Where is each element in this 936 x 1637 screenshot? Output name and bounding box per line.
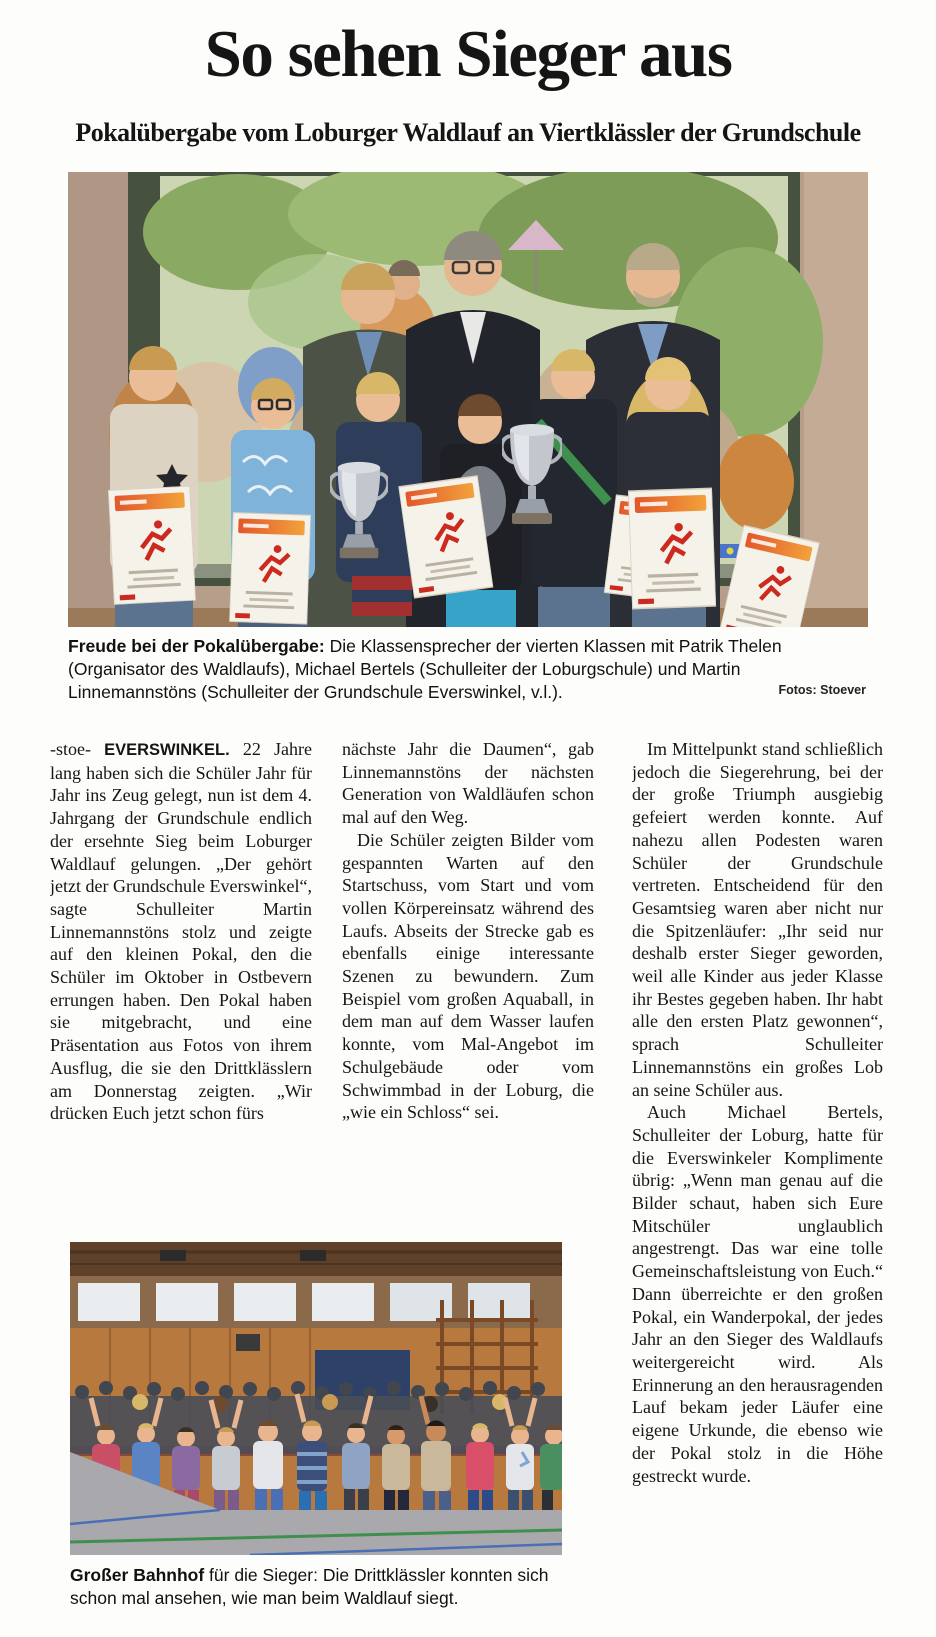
gym-hall-photo bbox=[70, 1242, 562, 1555]
caption-lead: Großer Bahnhof bbox=[70, 1565, 210, 1585]
paragraph-text: 22 Jahre lang haben sich die Schüler Jahr für Jahr ins Zeug gelegt, nun ist dem 4. Jahrgang der Grundschule endlich der ersehnte Sieg beim Loburger Waldlauf gelungen. „Der gehört jetzt der Grundschule Everswinkel“, sagte Schulleiter Martin Linnemannstöns stolz und zeigte auf den kleinen Pokal, den die Schüler im Oktober in Ostbevern errungen haben. Den Pokal haben sie mitgebracht, und eine Präsentation aus Fotos von ihrem Ausflug, die sie den Drittklässlern am Donnerstag zeigten. „Wir drücken Euch jetzt schon fürs bbox=[50, 739, 312, 1124]
caption-text: für die Sieger: Die Drittklässler konnten sich schon mal ansehen, wie man beim Waldlauf siegt. bbox=[70, 1565, 549, 1608]
subheadline: Pokalübergabe vom Loburger Waldlauf an Viertklässler der Grundschule bbox=[75, 118, 861, 147]
paragraph: nächste Jahr die Daumen“, gab Linnemannstöns der nächsten Generation von Waldläufen schon mal auf den Weg. bbox=[342, 739, 594, 828]
paragraph bbox=[50, 738, 312, 1125]
award-ceremony-photo bbox=[68, 172, 868, 627]
paragraph: Auch Michael Bertels, Schulleiter der Loburg, hatte für die Everswinkeler Komplimente übrig: „Wenn man genau auf die Bilder schaut, haben sich Eure Mitschüler unglaublich angestrengt. Das war eine tolle Gemeinschaftsleistung von Euch.“ Dann überreichte er den großen Pokal, ein Wanderpokal, der jedes Jahr an den Sieger des Waldlaufs weitergereicht wird. Als Erinnerung an den herausragenden Lauf bekam jeder Läufer eine eigene Urkunde, die ebenso wie der Pokal stolz in die Höhe gestreckt wurde. bbox=[632, 1102, 883, 1486]
main-photo-caption bbox=[68, 635, 868, 704]
paragraph: Die Schüler zeigten Bilder vom gespannten Warten auf den Startschuss, vom Start und vom vollen Körpereinsatz während des Laufs. Abseits der Strecke gab es ebenfalls einige interessante Szenen zu bewundern. Zum Beispiel vom großen Aquaball, in dem man auf dem Wasser laufen konnte, vom Mal-Angebot im Schulgebäude oder vom Schwimmbad in der Loburg, die „wie ein Schloss“ sei. bbox=[342, 829, 594, 1123]
body-column-1 bbox=[50, 738, 312, 1210]
body-column-3 bbox=[632, 738, 883, 1635]
caption-text: Die Klassensprecher der vierten Klassen mit Patrik Thelen (Organisator des Waldlaufs), Michael Bertels (Schulleiter der Loburgschule) und Martin Linnemannstöns (Schulleiter der Grundschule Everswinkel, v.l.). bbox=[68, 636, 782, 702]
dateline-prefix: -stoe- bbox=[50, 739, 105, 759]
dateline: EVERSWINKEL. bbox=[104, 741, 243, 759]
paragraph: Im Mittelpunkt stand schließlich jedoch die Siegerehrung, bei der der große Triumph ausgiebig gefeiert werden konnte. Auf nahezu allen Podesten waren Schüler der Grundschule vertreten. Entscheidend für den Gesamtsieg waren aber nicht nur die Spitzenläufer: „Ihr seid nur deshalb erster Sieger geworden, weil alle Kinder aus jeder Klasse ihr Bestes gegeben haben. Ihr habt alle den ersten Platz gewonnen“, sprach Schulleiter Linnemannstöns ein großes Lob an seine Schüler aus. bbox=[632, 739, 883, 1100]
award-photo-illustration bbox=[68, 172, 868, 627]
gym-photo-caption bbox=[70, 1564, 570, 1610]
photo-credit: Fotos: Stoever bbox=[778, 683, 866, 697]
caption-lead: Freude bei der Pokalübergabe: bbox=[68, 636, 330, 656]
gym-photo-illustration bbox=[70, 1242, 562, 1555]
headline: So sehen Sieger aus bbox=[204, 17, 732, 91]
body-column-2 bbox=[342, 738, 594, 1232]
basketball-backboard bbox=[236, 1334, 260, 1351]
